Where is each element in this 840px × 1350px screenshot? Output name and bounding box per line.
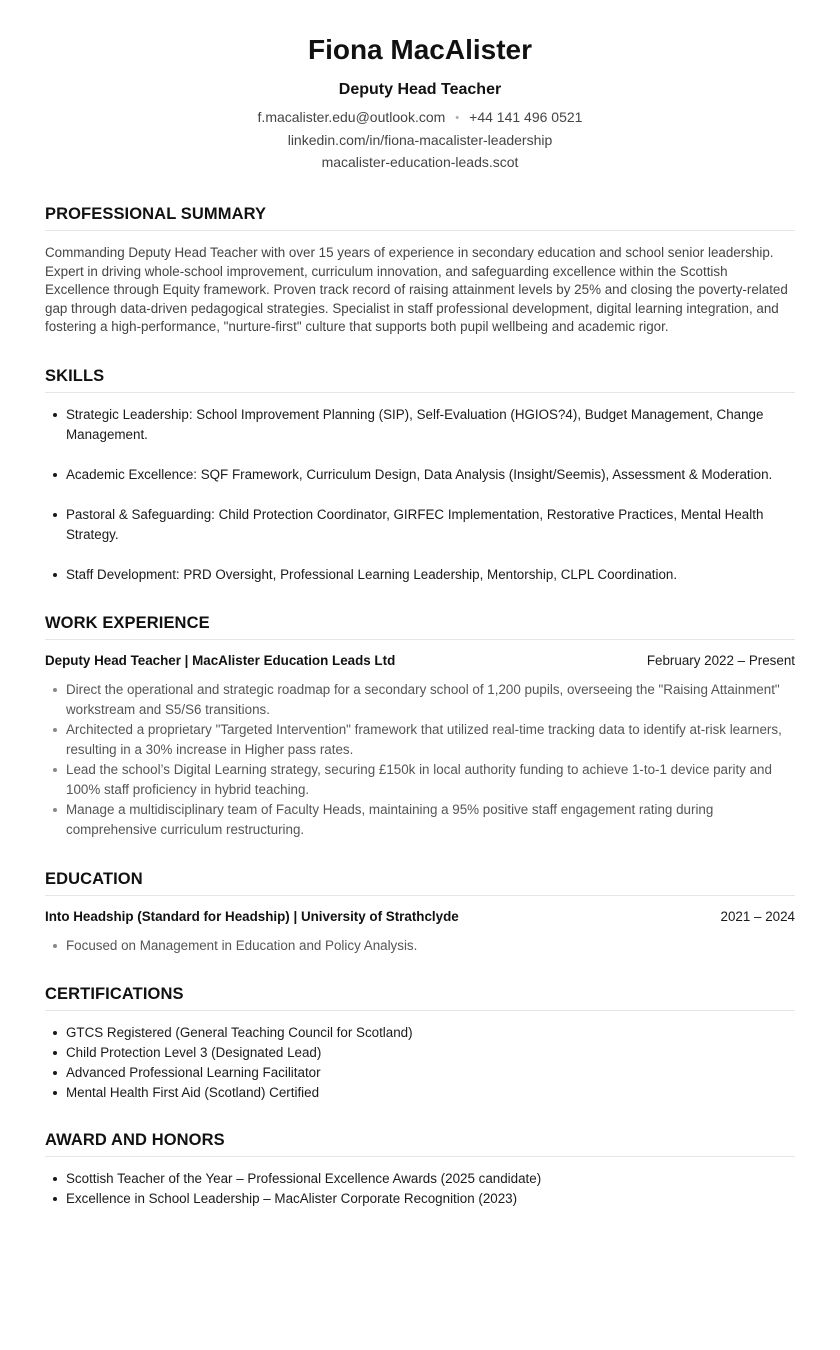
job-date: February 2022 – Present [646,652,795,668]
award-item: Scottish Teacher of the Year – Professional Excellence Awards (2025 candidate) [45,1169,795,1189]
certifications-list [45,1023,795,1103]
certification-item: GTCS Registered (General Teaching Council for Scotland) [45,1023,795,1043]
degree-title: Into Headship (Standard for Headship) | University of Strathclyde [45,908,459,924]
contact-line-primary [45,108,795,127]
website-link[interactable]: macalister-education-leads.scot [321,154,519,170]
job-bullet: Lead the school’s Digital Learning strategy, securing £150k in local authority funding to achieve 1-to-1 device parity and 100% staff proficiency in hybrid teaching. [45,760,795,800]
education-heading: EDUCATION [45,869,795,896]
separator-dot-icon: • [455,112,460,124]
candidate-name: Fiona MacAlister [307,34,533,65]
award-item: Excellence in School Leadership – MacAlister Corporate Recognition (2023) [45,1189,795,1209]
education-entry-header [45,908,795,926]
skill-item: Pastoral & Safeguarding: Child Protection Coordinator, GIRFEC Implementation, Restorative Practices, Mental Health Strategy. [45,505,795,545]
education-bullet: Focused on Management in Education and Policy Analysis. [45,936,795,956]
candidate-role: Deputy Head Teacher [338,81,502,98]
skill-item: Academic Excellence: SQF Framework, Curriculum Design, Data Analysis (Insight/Seemis), Assessment & Moderation. [45,465,795,485]
summary-section [45,204,795,337]
skill-item: Staff Development: PRD Oversight, Professional Learning Leadership, Mentorship, CLPL Coordination. [45,565,795,585]
certifications-section [45,984,795,1103]
education-bullets [45,936,795,956]
job-bullet: Architected a proprietary "Targeted Intervention" framework that utilized real-time tracking data to identify at-risk learners, resulting in a 30% increase in Higher pass rates. [45,720,795,760]
phone-number: +44 141 496 0521 [469,109,583,125]
resume-header [45,32,795,171]
skills-list [45,405,795,585]
awards-list [45,1169,795,1209]
awards-heading: AWARD AND HONORS [45,1130,795,1157]
certification-item: Advanced Professional Learning Facilitator [45,1063,795,1083]
education-section [45,869,795,956]
job-bullet: Direct the operational and strategic roadmap for a secondary school of 1,200 pupils, overseeing the "Raising Attainment" workstream and S5/S6 transitions. [45,680,795,720]
email-link[interactable]: f.macalister.edu@outlook.com [257,109,446,125]
summary-heading: PROFESSIONAL SUMMARY [45,204,795,231]
certification-item: Mental Health First Aid (Scotland) Certified [45,1083,795,1103]
skill-item: Strategic Leadership: School Improvement Planning (SIP), Self-Evaluation (HGIOS?4), Budget Management, Change Management. [45,405,795,445]
job-title: Deputy Head Teacher | MacAlister Education Leads Ltd [45,652,396,668]
experience-heading: WORK EXPERIENCE [45,613,795,640]
skills-heading: SKILLS [45,366,795,393]
experience-section [45,613,795,840]
skills-section [45,366,795,585]
job-bullets [45,680,795,840]
job-entry-header [45,652,795,670]
job-bullet: Manage a multidisciplinary team of Faculty Heads, maintaining a 95% positive staff engagement rating during comprehensive curriculum restructuring. [45,800,795,840]
summary-text: Commanding Deputy Head Teacher with over 15 years of experience in secondary education and school senior leadership. Expert in driving whole-school improvement, curriculum innovation, and safeguarding excellence within the Scottish Excellence through Equity framework. Proven track record of raising attainment levels by 25% and closing the poverty-related gap through data-driven pedagogical strategies. Specialist in staff professional development, digital learning integration, and fostering a high-performance, "nurture-first" culture that supports both pupil wellbeing and academic rigor. [45,245,788,335]
linkedin-link[interactable]: linkedin.com/in/fiona-macalister-leadership [287,132,553,148]
degree-date: 2021 – 2024 [720,908,795,924]
awards-section [45,1130,795,1209]
certification-item: Child Protection Level 3 (Designated Lead) [45,1043,795,1063]
certifications-heading: CERTIFICATIONS [45,984,795,1011]
